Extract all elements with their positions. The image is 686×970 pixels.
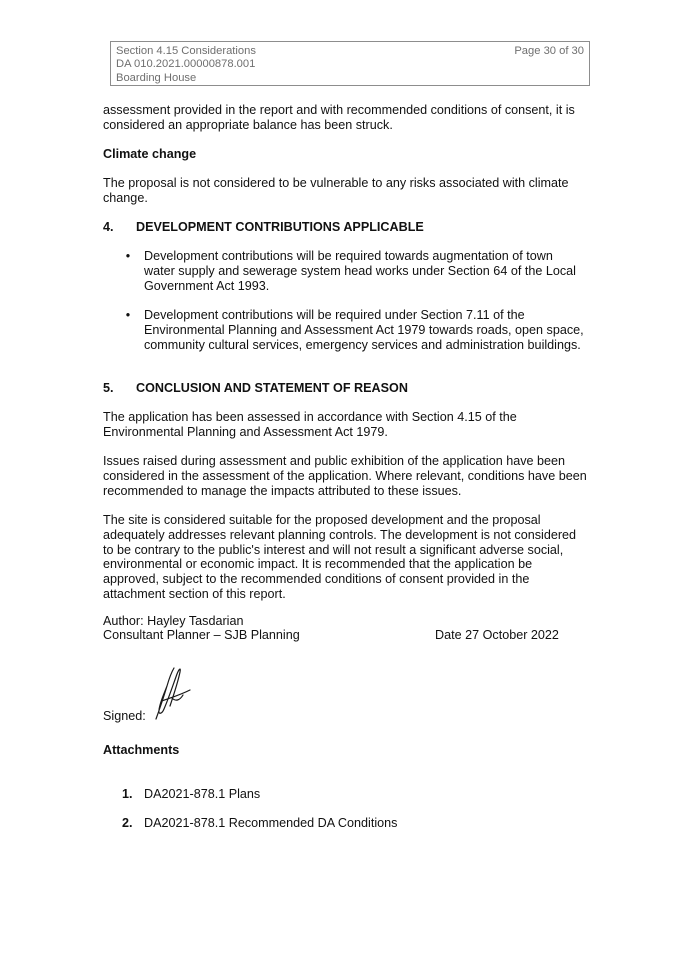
bullet-item — [125, 249, 584, 293]
attachment-item — [122, 787, 260, 802]
section-4-number: 4. — [103, 220, 114, 234]
attachment-item — [122, 816, 397, 831]
signature-image — [150, 664, 192, 722]
page-header — [110, 41, 590, 86]
attachment-number: 2. — [122, 816, 133, 830]
attachment-number: 1. — [122, 787, 133, 801]
conclusion-paragraph: Issues raised during assessment and public exhibition of the application have been considered in the assessment of the application. Where relevant, conditions have been recommended to manage the impacts attributed to these issues. — [103, 454, 587, 498]
signed-label: Signed: — [103, 709, 146, 723]
author-role-row — [103, 628, 588, 643]
conclusion-paragraph: The application has been assessed in accordance with Section 4.15 of the Environmental Planning and Assessment Act 1979. — [103, 410, 517, 439]
bullet-item — [125, 308, 584, 352]
bullet-text: Development contributions will be required under Section 7.11 of the Environmental Planning and Assessment Act 1979 towards roads, open space, community cultural services, emergency services and administration buildings. — [144, 308, 584, 352]
header-project-type: Boarding House — [116, 71, 197, 84]
section-4-heading — [103, 220, 588, 235]
climate-heading: Climate change — [103, 147, 197, 161]
header-da-number: DA 010.2021.00000878.001 — [116, 58, 256, 71]
section-4-title: DEVELOPMENT CONTRIBUTIONS APPLICABLE — [136, 220, 424, 234]
attachment-label: DA2021-878.1 Plans — [144, 787, 261, 801]
intro-paragraph: assessment provided in the report and with recommended conditions of consent, it is considered an appropriate balance has been struck. — [103, 103, 575, 132]
section-5-title: CONCLUSION AND STATEMENT OF REASON — [136, 381, 408, 395]
author-name: Author: Hayley Tasdarian — [103, 614, 244, 628]
attachment-label: DA2021-878.1 Recommended DA Conditions — [144, 816, 398, 830]
author-role: Consultant Planner – SJB Planning — [103, 628, 300, 642]
bullet-icon: • — [125, 249, 131, 263]
conclusion-paragraph: The site is considered suitable for the proposed development and the proposal adequately addresses relevant planning controls. The development is not considered to be contrary to the public's interest and will not result a significant adverse social, environmental or economic impact. It is recommended that the application be approved, subject to the recommended conditions of consent provided in the attachment section of this report. — [103, 513, 577, 601]
header-page-number: Page 30 of 30 — [514, 45, 584, 57]
section-5-number: 5. — [103, 381, 114, 395]
attachments-heading: Attachments — [103, 743, 180, 757]
report-date: Date 27 October 2022 — [435, 628, 559, 642]
climate-paragraph: The proposal is not considered to be vulnerable to any risks associated with climate change. — [103, 176, 569, 205]
section-5-heading — [103, 381, 588, 396]
header-section-title: Section 4.15 Considerations — [116, 45, 256, 57]
bullet-icon: • — [125, 308, 131, 322]
bullet-text: Development contributions will be required towards augmentation of town water supply and sewerage system head works under Section 64 of the Local Government Act 1993. — [144, 249, 576, 293]
